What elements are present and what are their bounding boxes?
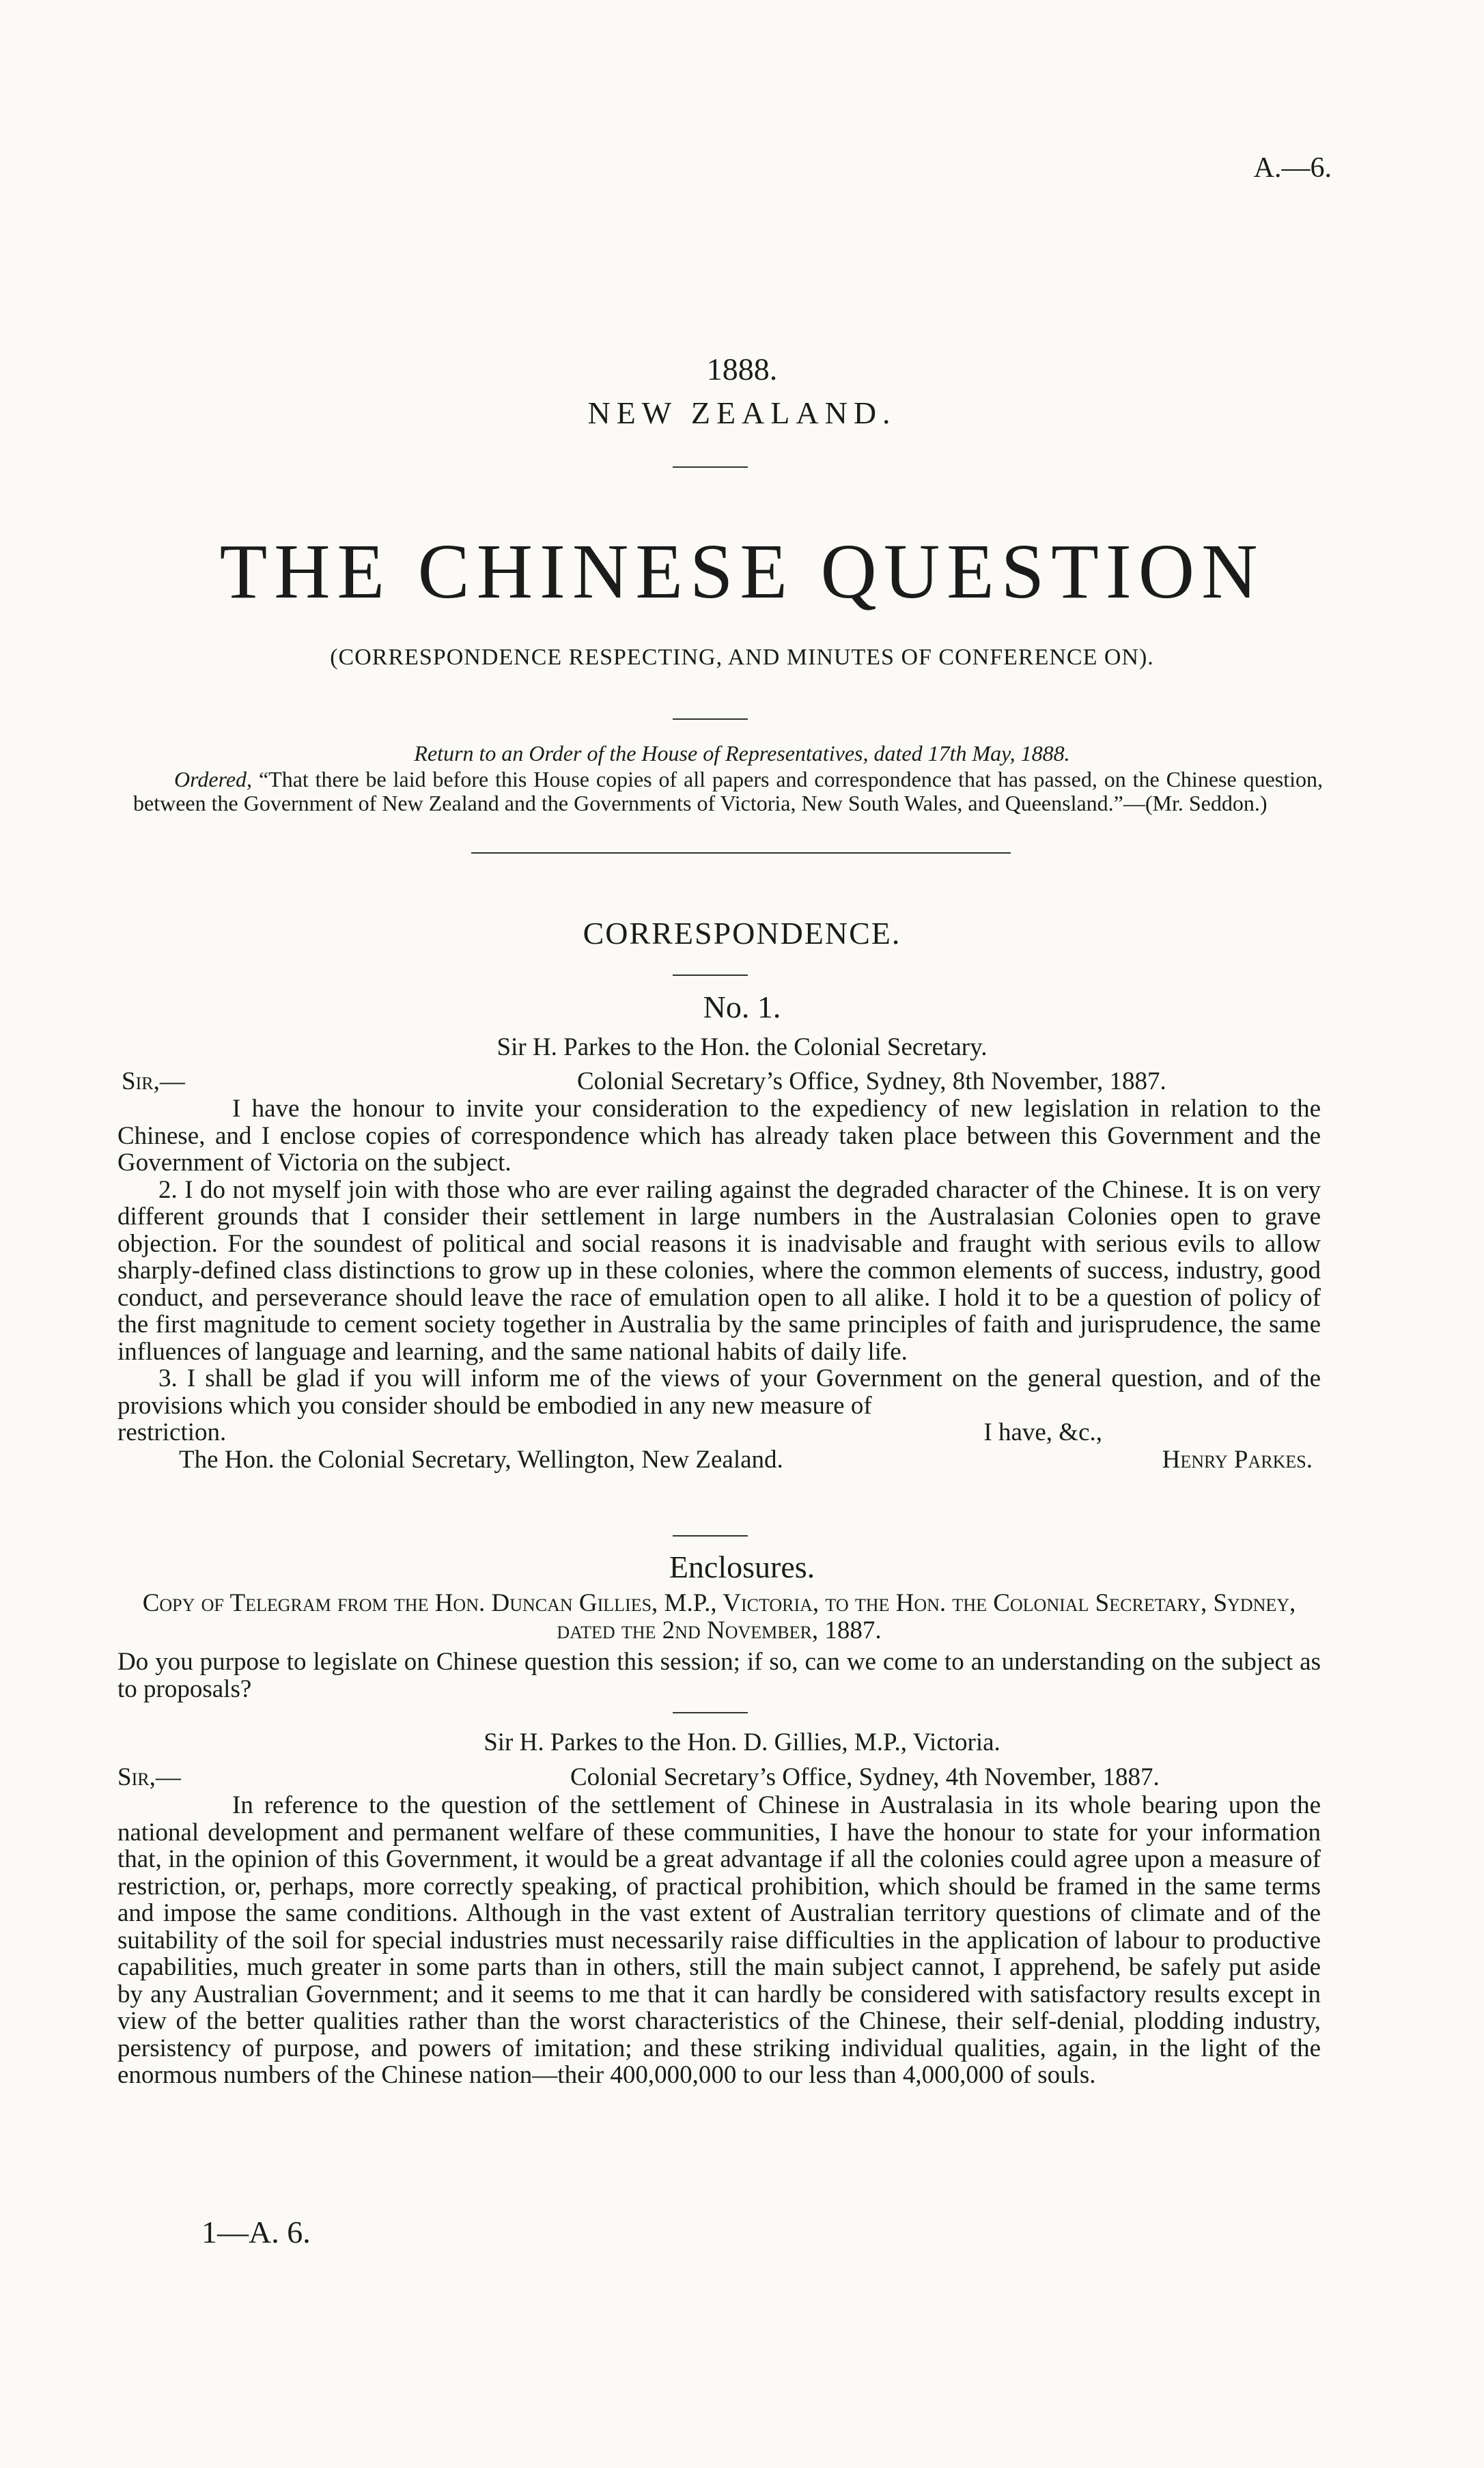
letter1-from-to: Sir H. Parkes to the Hon. the Colonial Secretary. bbox=[496, 1033, 988, 1061]
letter1-paragraph-1: I have the honour to invite your consideration to the expediency of new legislation in relation to the Chinese, and I enclose copies of correspondence which has already taken place between this Government and the Government of Victoria on the subject. bbox=[117, 1095, 1321, 1177]
year: 1888. bbox=[706, 352, 778, 387]
enclosures-rule-top bbox=[673, 1535, 748, 1537]
letter2-salutation: Sir,— bbox=[117, 1763, 181, 1791]
document-title: THE CHINESE QUESTION bbox=[219, 528, 1265, 615]
subtitle-rule bbox=[673, 718, 748, 720]
correspondence-rule bbox=[673, 974, 748, 976]
order-rule bbox=[471, 852, 1011, 854]
letter1-salutation: Sir,— bbox=[122, 1067, 185, 1095]
return-order-line: Return to an Order of the House of Representatives, dated 17th May, 1888. bbox=[414, 741, 1070, 766]
letter1-restriction: restriction. bbox=[117, 1418, 227, 1446]
letter1-signature: Henry Parkes. bbox=[1162, 1445, 1313, 1474]
document-subtitle: (CORRESPONDENCE RESPECTING, AND MINUTES OF CONFERENCE ON). bbox=[330, 645, 1154, 670]
country: NEW ZEALAND. bbox=[587, 395, 897, 430]
ordered-label: Ordered, bbox=[174, 767, 253, 791]
signature-mark: 1—A. 6. bbox=[201, 2215, 311, 2249]
letter2-from-to: Sir H. Parkes to the Hon. D. Gillies, M.P., Victoria. bbox=[484, 1728, 1000, 1756]
page-reference: A.—6. bbox=[1253, 152, 1332, 184]
letter1-body bbox=[117, 1095, 1321, 1473]
order-text bbox=[133, 768, 1323, 815]
letter2-paragraph-1: In reference to the question of the settlement of Chinese in Australasia in its whole bearing upon the national development and permanent welfare of these communities, I have the honour to state for your information that, in the opinion of this Government, it would be a great advantage if all the colonies could agree upon a measure of restriction, or, perhaps, more correctly speaking, of practical prohibition, which should be framed in the same terms and impose the same conditions. Although in the vast extent of Australian territory questions of climate and of the suitability of the soil for special industries must necessarily raise difficulties in the application of labour to productive capabilities, much greater in some parts than in others, still the main subject cannot, I apprehend, be safely put aside by any Australian Government; and it seems to me that it can hardly be considered with satisfactory results except in view of the better qualities rather than the worst characteristics of the Chinese, their self-denial, plodding industry, persistency of purpose, and powers of imitation; and these striking individual qualities, again, in the light of the enormous numbers of the Chinese nation—their 400,000,000 to our less than 4,000,000 of souls. bbox=[117, 1791, 1321, 2089]
letter1-paragraph-3: 3. I shall be glad if you will inform me of the views of your Government on the general question, and of the provisions which you consider should be embodied in any new measure of bbox=[117, 1364, 1321, 1420]
letter2-body bbox=[117, 1792, 1321, 2089]
ordered-text: “That there be laid before this House copies of all papers and correspondence that has passed, on the Chinese question, between the Government of New Zealand and the Governments of Victoria, New South Wales, and Queensland.”—(Mr. Seddon.) bbox=[133, 767, 1324, 815]
letter1-signature-row bbox=[117, 1446, 1321, 1474]
letter-number: No. 1. bbox=[703, 990, 781, 1024]
letter1-closing: I have, &c., bbox=[983, 1418, 1102, 1446]
enclosures-heading: Enclosures. bbox=[669, 1549, 815, 1584]
telegram-text: Do you purpose to legislate on Chinese question this session; if so, can we come to an understanding on the subject as to proposals? bbox=[117, 1648, 1321, 1703]
letter1-paragraph-2: 2. I do not myself join with those who are ever railing against the degraded character of the Chinese. It is on very different grounds that I consider their settlement in large numbers in the Australasian Colonies open to grave objection. For the soundest of political and social reasons it is inadvisable and fraught with serious evils to allow sharply-defined class distinctions to grow up in these colonies, where the common elements of success, industry, good conduct, and perseverance should leave the race of emulation open to all alike. I hold it to be a question of policy of the first magnitude to cement society together in Australia by the same principles of faith and jurisprudence, the same influences of language and learning, and the same national habits of daily life. bbox=[117, 1175, 1321, 1366]
correspondence-heading: CORRESPONDENCE. bbox=[583, 916, 901, 951]
letter2-place-date: Colonial Secretary’s Office, Sydney, 4th November, 1887. bbox=[570, 1763, 1160, 1791]
telegram-rule bbox=[673, 1712, 748, 1713]
letter1-closing-row bbox=[117, 1419, 1321, 1446]
letter1-place-date: Colonial Secretary’s Office, Sydney, 8th November, 1887. bbox=[577, 1067, 1166, 1095]
telegram-caption: Copy of Telegram from the Hon. Duncan Gillies, M.P., Victoria, to the Hon. the Colonial Secretary, Sydney, dated the 2nd November, 1887. bbox=[142, 1589, 1296, 1644]
letter1-addressee: The Hon. the Colonial Secretary, Wellington, New Zealand. bbox=[179, 1445, 783, 1474]
title-rule bbox=[673, 466, 748, 468]
